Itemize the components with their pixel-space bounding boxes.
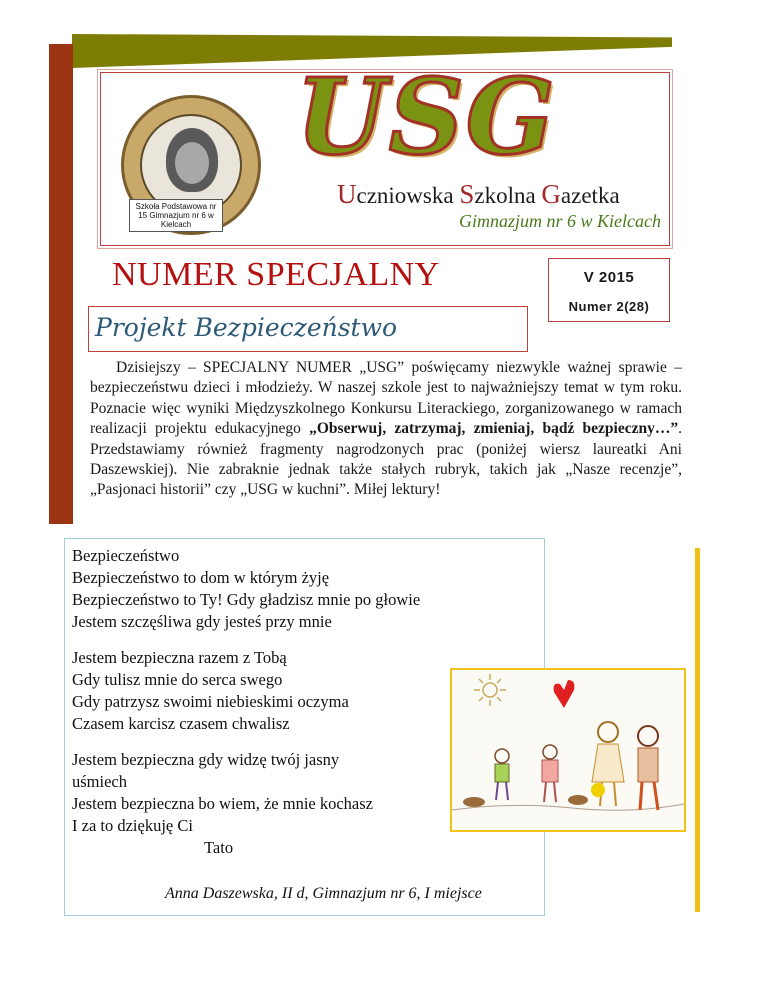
yellow-side-bar [695, 548, 700, 912]
school-name: Gimnazjum nr 6 w Kielcach [459, 211, 661, 231]
project-title: Projekt Bezpieczeństwo [95, 313, 398, 342]
poem-line: Jestem bezpieczna razem z Tobą [72, 648, 287, 667]
intro-text-end: . Przedstawiamy również fragmenty nagrodzonych prac (poniżej wiersz laureatki Ani Daszewskiej). Nie zabraknie jednak także stałych rubryk, takich jak „Nasze recenzje”, „Pasjonaci historii” czy „USG w kuchni”. Miłej lektury! [90, 420, 682, 499]
special-issue-title: NUMER SPECJALNY [112, 256, 440, 293]
intro-text-start: Dzisiejszy – SPECJALNY NUMER „USG” poświęcamy niezwykle ważnej sprawie – bezpieczeństwu dzieci i młodzieży. W naszej szkole jest to najważniejszy temat w tym roku. Poznacie więc wyniki Międzyszkolnego Konkursu Literackiego, zorganizowanego w ramach realizacji projektu edukacyjnego [90, 359, 682, 438]
subtitle-cap-g: G [541, 179, 561, 209]
usg-logo: USG [296, 55, 557, 178]
subtitle-word-1: czniowska [356, 183, 460, 208]
subtitle-cap-s: S [459, 179, 475, 209]
poem-line: Gdy tulisz mnie do serca swego [72, 670, 283, 689]
poem-signoff: Tato [204, 838, 234, 857]
red-side-bar [49, 44, 73, 524]
portrait-face [175, 142, 209, 184]
poem-line: Jestem szczęśliwa gdy jesteś przy mnie [72, 612, 332, 631]
issue-info-box [548, 258, 670, 322]
project-title-box [88, 306, 528, 352]
sun-icon [474, 674, 506, 706]
figure-father [638, 726, 658, 810]
figure-mother [591, 722, 624, 806]
poem-line: uśmiech [72, 772, 127, 791]
poem-line: Bezpieczeństwo to dom w którym żyję [72, 568, 330, 587]
poem-author: Anna Daszewska, II d, Gimnazjum nr 6, I miejsce [165, 885, 482, 902]
dog-figure-2 [568, 795, 588, 805]
intro-project-slogan: „Obserwuj, zatrzymaj, zmieniaj, bądź bezpieczny…” [309, 420, 679, 438]
poem [72, 545, 452, 873]
poem-line: Czasem karcisz czasem chwalisz [72, 714, 290, 733]
dog-figure-1 [463, 797, 485, 807]
poem-line: Bezpieczeństwo [72, 546, 180, 565]
poem-line: Jestem bezpieczna bo wiem, że mnie kochasz [72, 794, 373, 813]
subtitle-word-3: azetka [560, 183, 620, 208]
seal-label: Szkoła Podstawowa nr 15 Gimnazjum nr 6 w Kielcach [129, 199, 223, 232]
poem-line: I za to dziękuję Ci [72, 816, 193, 835]
child-drawing-image [450, 668, 686, 832]
masthead-subtitle [337, 179, 620, 210]
figure-child-1 [495, 749, 509, 800]
poem-stanza-3 [72, 749, 452, 859]
heart-icon [554, 680, 575, 708]
poem-line: Bezpieczeństwo to Ty! Gdy gładzisz mnie po głowie [72, 590, 421, 609]
intro-paragraph [90, 358, 682, 501]
poem-stanza-1 [72, 545, 452, 633]
family-drawing [452, 670, 684, 830]
poem-stanza-2 [72, 647, 452, 735]
issue-number: Numer 2(28) [568, 299, 650, 314]
poem-line: Jestem bezpieczna gdy widzę twój jasny [72, 750, 340, 769]
masthead [100, 55, 670, 246]
figure-child-2 [542, 745, 558, 802]
subtitle-word-2: zkolna [474, 183, 542, 208]
poem-line: Gdy patrzysz swoimi niebieskimi oczyma [72, 692, 349, 711]
issue-date: V 2015 [583, 269, 635, 286]
subtitle-cap-u: U [337, 179, 357, 209]
